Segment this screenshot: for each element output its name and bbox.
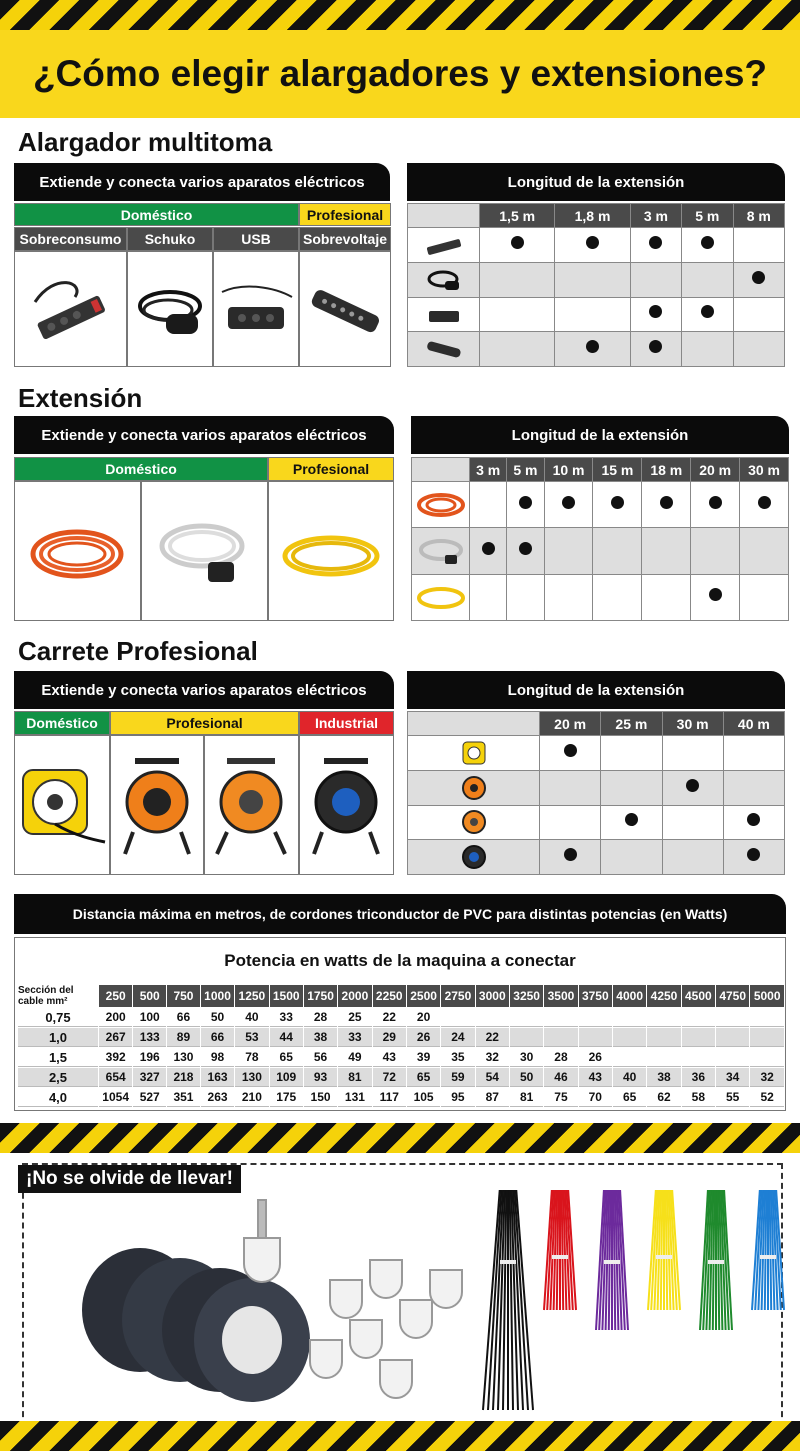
availability-cell xyxy=(642,528,691,574)
availability-cell xyxy=(470,574,507,620)
watt-header: 4750 xyxy=(716,985,749,1007)
distance-cell: 34 xyxy=(716,1068,749,1087)
availability-dot xyxy=(747,813,760,826)
watt-header: 3750 xyxy=(579,985,612,1007)
distance-cell: 32 xyxy=(476,1048,509,1067)
category-industrial: Industrial xyxy=(299,711,394,735)
availability-cell xyxy=(630,228,681,263)
distance-cell: 1054 xyxy=(99,1088,132,1107)
length-header: 5 m xyxy=(507,458,544,482)
distance-cell: 70 xyxy=(579,1088,612,1107)
availability-dot xyxy=(752,271,765,284)
extension-row xyxy=(412,482,789,528)
distance-cell: 263 xyxy=(201,1088,234,1107)
distance-cell: 81 xyxy=(338,1068,371,1087)
row-thumb xyxy=(408,805,540,840)
distance-cell: 28 xyxy=(304,1008,337,1027)
distance-cell: 109 xyxy=(270,1068,303,1087)
watt-header: 4250 xyxy=(647,985,680,1007)
distance-cell: 327 xyxy=(133,1068,166,1087)
distance-cell xyxy=(579,1008,612,1027)
distance-cell: 175 xyxy=(270,1088,303,1107)
watt-header: 2250 xyxy=(373,985,406,1007)
distance-cell: 133 xyxy=(133,1028,166,1047)
availability-cell xyxy=(601,770,662,805)
distance-cell: 43 xyxy=(579,1068,612,1087)
distance-cell xyxy=(613,1008,646,1027)
distance-cell: 35 xyxy=(441,1048,474,1067)
length-header: 30 m xyxy=(662,712,723,736)
accessories-illustration xyxy=(30,1190,790,1420)
power-strip-image xyxy=(14,251,127,367)
availability-cell xyxy=(630,332,681,367)
availability-dot xyxy=(611,496,624,509)
distance-cell xyxy=(647,1048,680,1067)
availability-cell xyxy=(662,736,723,771)
availability-cell xyxy=(723,770,784,805)
distance-cell: 28 xyxy=(544,1048,577,1067)
distance-cell: 22 xyxy=(373,1008,406,1027)
availability-cell xyxy=(480,297,555,332)
availability-dot xyxy=(564,848,577,861)
availability-cell xyxy=(601,736,662,771)
distance-cell: 89 xyxy=(167,1028,200,1047)
distance-cell: 150 xyxy=(304,1088,337,1107)
carrete-length-table xyxy=(407,711,785,875)
multitoma-subtitle: Extiende y conecta varios aparatos eléctricos xyxy=(14,163,390,201)
availability-dot xyxy=(562,496,575,509)
distance-cell xyxy=(579,1028,612,1047)
row-thumb xyxy=(412,528,470,574)
availability-dot xyxy=(586,340,599,353)
availability-cell xyxy=(555,332,630,367)
availability-cell xyxy=(723,805,784,840)
length-header: 3 m xyxy=(630,204,681,228)
availability-cell xyxy=(740,482,789,528)
category-professional: Profesional xyxy=(299,203,391,226)
distance-cell: 56 xyxy=(304,1048,337,1067)
distance-cell: 22 xyxy=(476,1028,509,1047)
distance-cell: 25 xyxy=(338,1008,371,1027)
length-header: 20 m xyxy=(540,712,601,736)
distance-cell: 53 xyxy=(235,1028,268,1047)
category-domestic: Doméstico xyxy=(14,711,110,735)
row-thumb xyxy=(408,770,540,805)
availability-cell xyxy=(723,840,784,875)
availability-cell xyxy=(544,528,593,574)
corner-cell xyxy=(412,458,470,482)
cable-section: 1,0 xyxy=(18,1028,98,1047)
availability-dot xyxy=(686,779,699,792)
distance-cell: 50 xyxy=(510,1068,543,1087)
category-domestic: Doméstico xyxy=(14,457,268,481)
distance-cell: 87 xyxy=(476,1088,509,1107)
availability-cell xyxy=(544,574,593,620)
distance-cell xyxy=(750,1008,784,1027)
watt-header: 4500 xyxy=(682,985,715,1007)
table-row xyxy=(18,1048,784,1067)
yellow-reel-image xyxy=(14,735,110,875)
distance-cell xyxy=(510,1028,543,1047)
distance-cell: 98 xyxy=(201,1048,234,1067)
distance-cell: 81 xyxy=(510,1088,543,1107)
distance-cell xyxy=(716,1008,749,1027)
distance-cell: 75 xyxy=(544,1088,577,1107)
multitoma-length-title: Longitud de la extensión xyxy=(407,163,785,201)
availability-dot xyxy=(747,848,760,861)
power-table-banner: Distancia máxima en metros, de cordones triconductor de PVC para distintas potencias (en Watts) xyxy=(14,894,786,934)
availability-cell xyxy=(601,805,662,840)
distance-cell xyxy=(750,1048,784,1067)
availability-cell xyxy=(740,528,789,574)
row-thumb xyxy=(408,736,540,771)
reminder-label: ¡No se olvide de llevar! xyxy=(18,1165,241,1193)
availability-dot xyxy=(709,588,722,601)
distance-cell: 39 xyxy=(407,1048,440,1067)
length-header: 30 m xyxy=(740,458,789,482)
distance-cell xyxy=(510,1008,543,1027)
watt-header: 750 xyxy=(167,985,200,1007)
type-sobrevoltaje: Sobrevoltaje xyxy=(299,227,391,251)
length-header: 15 m xyxy=(593,458,642,482)
cable-ties-icon xyxy=(483,1190,784,1410)
table-row xyxy=(18,1088,784,1107)
availability-dot xyxy=(701,305,714,318)
availability-dot xyxy=(649,340,662,353)
distance-cell: 33 xyxy=(338,1028,371,1047)
availability-dot xyxy=(625,813,638,826)
multitoma-row xyxy=(408,228,785,263)
distance-cell xyxy=(613,1048,646,1067)
length-header: 20 m xyxy=(691,458,740,482)
carrete-row xyxy=(408,840,785,875)
distance-cell: 24 xyxy=(441,1028,474,1047)
availability-cell xyxy=(593,482,642,528)
corner-cell xyxy=(408,712,540,736)
distance-cell xyxy=(544,1008,577,1027)
availability-cell xyxy=(540,840,601,875)
availability-dot xyxy=(758,496,771,509)
distance-cell: 50 xyxy=(201,1008,234,1027)
availability-dot xyxy=(649,305,662,318)
distance-cell: 52 xyxy=(750,1088,784,1107)
distance-cell: 200 xyxy=(99,1008,132,1027)
carrete-length-title: Longitud de la extensión xyxy=(407,671,785,709)
length-header: 8 m xyxy=(733,204,784,228)
availability-cell xyxy=(555,228,630,263)
distance-cell: 65 xyxy=(613,1088,646,1107)
distance-cell: 72 xyxy=(373,1068,406,1087)
distance-cell: 32 xyxy=(750,1068,784,1087)
availability-cell xyxy=(733,297,784,332)
category-domestic: Doméstico xyxy=(14,203,299,226)
cable-section: 0,75 xyxy=(18,1008,98,1027)
distance-cell: 40 xyxy=(613,1068,646,1087)
length-header: 1,8 m xyxy=(555,204,630,228)
watt-header: 5000 xyxy=(750,985,784,1007)
distance-cell: 38 xyxy=(304,1028,337,1047)
availability-dot xyxy=(660,496,673,509)
distance-cell xyxy=(682,1048,715,1067)
type-usb: USB xyxy=(213,227,299,251)
availability-cell xyxy=(691,574,740,620)
type-schuko: Schuko xyxy=(127,227,213,251)
orange-extension-image xyxy=(14,481,141,621)
distance-cell: 267 xyxy=(99,1028,132,1047)
availability-cell xyxy=(480,228,555,263)
distance-cell: 59 xyxy=(441,1068,474,1087)
distance-cell: 40 xyxy=(235,1008,268,1027)
distance-cell: 130 xyxy=(235,1068,268,1087)
availability-dot xyxy=(649,236,662,249)
watt-header: 500 xyxy=(133,985,166,1007)
availability-cell xyxy=(540,770,601,805)
availability-cell xyxy=(662,840,723,875)
distance-cell: 65 xyxy=(407,1068,440,1087)
hazard-stripe-middle xyxy=(0,1123,800,1153)
distance-cell xyxy=(647,1008,680,1027)
distance-cell xyxy=(441,1008,474,1027)
distance-cell: 49 xyxy=(338,1048,371,1067)
pro-reel-1-image xyxy=(110,735,204,875)
availability-cell xyxy=(662,770,723,805)
availability-cell xyxy=(507,574,544,620)
row-thumb xyxy=(412,574,470,620)
carrete-row xyxy=(408,736,785,771)
row-thumb xyxy=(408,228,480,263)
extension-length-table xyxy=(411,457,789,621)
availability-cell xyxy=(507,482,544,528)
distance-cell: 54 xyxy=(476,1068,509,1087)
distance-cell: 55 xyxy=(716,1088,749,1107)
table-row xyxy=(18,1028,784,1047)
distance-cell: 62 xyxy=(647,1088,680,1107)
pro-reel-2-image xyxy=(204,735,299,875)
extension-subtitle: Extiende y conecta varios aparatos eléctricos xyxy=(14,416,394,454)
distance-cell: 105 xyxy=(407,1088,440,1107)
availability-cell xyxy=(682,228,733,263)
page-title: ¿Cómo elegir alargadores y extensiones? xyxy=(32,53,768,94)
distance-cell: 351 xyxy=(167,1088,200,1107)
watt-header: 3250 xyxy=(510,985,543,1007)
distance-cell xyxy=(647,1028,680,1047)
distance-cell: 163 xyxy=(201,1068,234,1087)
row-thumb xyxy=(408,262,480,297)
distance-cell xyxy=(476,1008,509,1027)
distance-cell xyxy=(544,1028,577,1047)
cable-section: 1,5 xyxy=(18,1048,98,1067)
row-thumb xyxy=(408,840,540,875)
length-header: 1,5 m xyxy=(480,204,555,228)
distance-cell: 93 xyxy=(304,1068,337,1087)
hazard-stripe-bottom xyxy=(0,1421,800,1451)
row-thumb xyxy=(408,297,480,332)
distance-cell: 43 xyxy=(373,1048,406,1067)
watt-header: 3000 xyxy=(476,985,509,1007)
availability-dot xyxy=(564,744,577,757)
availability-cell xyxy=(544,482,593,528)
corner-cell xyxy=(408,204,480,228)
watt-header: 250 xyxy=(99,985,132,1007)
availability-cell xyxy=(507,528,544,574)
distance-cell: 65 xyxy=(270,1048,303,1067)
table-row xyxy=(18,1068,784,1087)
distance-cell xyxy=(716,1048,749,1067)
category-professional: Profesional xyxy=(268,457,394,481)
distance-cell xyxy=(613,1028,646,1047)
availability-dot xyxy=(709,496,722,509)
carrete-subtitle: Extiende y conecta varios aparatos eléctricos xyxy=(14,671,394,709)
multitoma-row xyxy=(408,262,785,297)
availability-cell xyxy=(593,574,642,620)
availability-dot xyxy=(519,542,532,555)
availability-cell xyxy=(682,332,733,367)
availability-cell xyxy=(723,736,784,771)
availability-cell xyxy=(540,736,601,771)
distance-cell: 66 xyxy=(167,1008,200,1027)
watt-header: 1000 xyxy=(201,985,234,1007)
availability-cell xyxy=(682,297,733,332)
section-heading-carrete: Carrete Profesional xyxy=(18,636,258,666)
cable-section: 4,0 xyxy=(18,1088,98,1107)
distance-cell: 218 xyxy=(167,1068,200,1087)
availability-cell xyxy=(630,297,681,332)
length-header: 5 m xyxy=(682,204,733,228)
distance-cell: 26 xyxy=(407,1028,440,1047)
distance-cell: 66 xyxy=(201,1028,234,1047)
category-professional: Profesional xyxy=(110,711,299,735)
section-header: Sección del cable mm² xyxy=(18,985,98,1007)
availability-dot xyxy=(586,236,599,249)
power-distance-table xyxy=(17,984,785,1108)
distance-cell: 131 xyxy=(338,1088,371,1107)
multitoma-length-table xyxy=(407,203,785,367)
hazard-stripe-top xyxy=(0,0,800,30)
multitoma-row xyxy=(408,332,785,367)
availability-cell xyxy=(630,262,681,297)
extension-row xyxy=(412,574,789,620)
watt-header: 1250 xyxy=(235,985,268,1007)
availability-cell xyxy=(740,574,789,620)
row-thumb xyxy=(412,482,470,528)
distance-cell: 33 xyxy=(270,1008,303,1027)
distance-cell xyxy=(682,1028,715,1047)
availability-cell xyxy=(682,262,733,297)
surge-strip-image xyxy=(299,251,391,367)
distance-cell: 392 xyxy=(99,1048,132,1067)
extension-length-title: Longitud de la extensión xyxy=(411,416,789,454)
distance-cell: 26 xyxy=(579,1048,612,1067)
distance-cell: 527 xyxy=(133,1088,166,1107)
availability-cell xyxy=(470,528,507,574)
section-heading-extension: Extensión xyxy=(18,383,143,413)
title-bar xyxy=(0,30,800,118)
watt-header: 3500 xyxy=(544,985,577,1007)
extension-row xyxy=(412,528,789,574)
distance-cell: 44 xyxy=(270,1028,303,1047)
availability-cell xyxy=(691,528,740,574)
watt-header: 2500 xyxy=(407,985,440,1007)
white-extension-image xyxy=(141,481,268,621)
distance-cell xyxy=(682,1008,715,1027)
availability-dot xyxy=(701,236,714,249)
availability-cell xyxy=(555,262,630,297)
availability-cell xyxy=(733,228,784,263)
availability-cell xyxy=(642,574,691,620)
power-table-box xyxy=(14,937,786,1111)
distance-cell: 78 xyxy=(235,1048,268,1067)
multitoma-row xyxy=(408,297,785,332)
availability-cell xyxy=(691,482,740,528)
cable-section: 2,5 xyxy=(18,1068,98,1087)
availability-cell xyxy=(733,262,784,297)
availability-cell xyxy=(662,805,723,840)
distance-cell: 95 xyxy=(441,1088,474,1107)
distance-cell: 20 xyxy=(407,1008,440,1027)
availability-cell xyxy=(642,482,691,528)
availability-dot xyxy=(482,542,495,555)
section-heading-multitoma: Alargador multitoma xyxy=(18,127,273,157)
distance-cell: 210 xyxy=(235,1088,268,1107)
availability-cell xyxy=(733,332,784,367)
distance-cell: 117 xyxy=(373,1088,406,1107)
distance-cell xyxy=(750,1028,784,1047)
distance-cell: 196 xyxy=(133,1048,166,1067)
length-header: 18 m xyxy=(642,458,691,482)
schuko-strip-image xyxy=(127,251,213,367)
availability-cell xyxy=(593,528,642,574)
industrial-reel-image xyxy=(299,735,394,875)
availability-dot xyxy=(519,496,532,509)
distance-cell: 46 xyxy=(544,1068,577,1087)
watt-header: 2000 xyxy=(338,985,371,1007)
distance-cell xyxy=(716,1028,749,1047)
table-row xyxy=(18,1008,784,1027)
type-sobreconsumo: Sobreconsumo xyxy=(14,227,127,251)
yellow-extension-image xyxy=(268,481,394,621)
length-header: 3 m xyxy=(470,458,507,482)
distance-cell: 100 xyxy=(133,1008,166,1027)
distance-cell: 130 xyxy=(167,1048,200,1067)
availability-cell xyxy=(540,805,601,840)
length-header: 10 m xyxy=(544,458,593,482)
availability-cell xyxy=(470,482,507,528)
availability-cell xyxy=(480,262,555,297)
distance-cell: 30 xyxy=(510,1048,543,1067)
length-header: 25 m xyxy=(601,712,662,736)
carrete-row xyxy=(408,770,785,805)
row-thumb xyxy=(408,332,480,367)
distance-cell: 654 xyxy=(99,1068,132,1087)
length-header: 40 m xyxy=(723,712,784,736)
availability-cell xyxy=(601,840,662,875)
distance-cell: 38 xyxy=(647,1068,680,1087)
power-table-title: Potencia en watts de la maquina a conectar xyxy=(224,951,576,970)
availability-dot xyxy=(511,236,524,249)
distance-cell: 36 xyxy=(682,1068,715,1087)
usb-strip-image xyxy=(213,251,299,367)
distance-cell: 58 xyxy=(682,1088,715,1107)
distance-cell: 29 xyxy=(373,1028,406,1047)
watt-header: 2750 xyxy=(441,985,474,1007)
availability-cell xyxy=(480,332,555,367)
watt-header: 1500 xyxy=(270,985,303,1007)
watt-header: 4000 xyxy=(613,985,646,1007)
carrete-row xyxy=(408,805,785,840)
availability-cell xyxy=(555,297,630,332)
watt-header: 1750 xyxy=(304,985,337,1007)
